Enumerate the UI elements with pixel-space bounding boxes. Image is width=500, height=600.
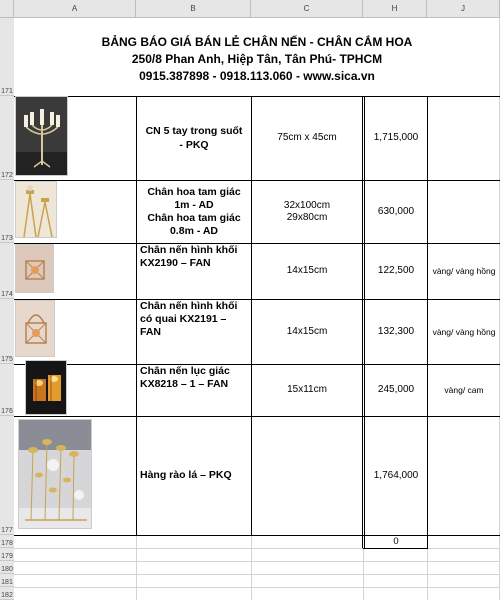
product-name-line: CN 5 tay trong suốt	[145, 125, 243, 138]
column-header-h[interactable]: H	[363, 0, 427, 18]
sheet-title[interactable]: BẢNG BÁO GIÁ BÁN LẺ CHÂN NẾN - CHÂN CẮM HOA	[101, 35, 413, 49]
product-name-line: Chân nến hình khối	[140, 244, 238, 256]
product-size-cell[interactable]	[252, 181, 362, 243]
product-name-line: Chân hoa tam giác	[147, 212, 241, 224]
product-name-cell[interactable]	[137, 417, 251, 535]
table-border	[363, 548, 428, 549]
product-price-cell[interactable]: 1,764,000	[373, 469, 419, 481]
product-name-line: 0.8m - AD	[169, 225, 219, 238]
product-note-cell[interactable]: vàng/ vàng hồng	[432, 266, 496, 277]
row-number[interactable]: 175	[0, 299, 14, 364]
row-number[interactable]: 178	[0, 535, 14, 548]
product-image-cube-candle-holder[interactable]	[15, 244, 54, 293]
row-number[interactable]: 181	[0, 574, 14, 587]
column-header-j[interactable]: J	[427, 0, 500, 18]
row-number[interactable]: 171	[0, 18, 14, 96]
row-number[interactable]: 177	[0, 416, 14, 535]
product-note-cell[interactable]: vàng/ cam	[444, 385, 484, 396]
row-number[interactable]: 172	[0, 96, 14, 180]
product-size: 14x15cm	[286, 325, 328, 337]
row-number[interactable]: 182	[0, 587, 14, 600]
product-name-line: Chân nến lục giác	[140, 365, 230, 377]
product-size-cell[interactable]	[252, 417, 362, 535]
row-number[interactable]: 180	[0, 561, 14, 574]
product-name-line: Chân hoa tam giác	[147, 185, 241, 198]
product-size: 32x100cm	[283, 199, 331, 211]
product-note-cell[interactable]	[428, 181, 500, 243]
gridline	[427, 548, 428, 600]
row-number[interactable]: 173	[0, 180, 14, 243]
product-name-line: Hàng rào lá – PKQ	[140, 469, 232, 482]
row-number[interactable]: 179	[0, 548, 14, 561]
sheet-address[interactable]: 250/8 Phan Anh, Hiệp Tân, Tân Phú- TPHCM	[131, 52, 383, 66]
product-image-hexagon-candle-holder[interactable]	[25, 360, 67, 415]
product-price-cell[interactable]: 1,715,000	[373, 132, 419, 144]
product-size: 29x80cm	[286, 212, 328, 223]
corner-select-all[interactable]	[0, 0, 14, 18]
product-note-cell[interactable]	[428, 97, 500, 180]
product-image-triangle-stand[interactable]	[15, 181, 57, 238]
product-size-cell[interactable]	[252, 97, 362, 180]
product-size-cell[interactable]	[252, 244, 362, 299]
product-size-cell[interactable]	[252, 300, 362, 364]
product-name-line: KX8218 – 1 – FAN	[140, 378, 229, 391]
product-name-line: 1m - AD	[174, 198, 214, 211]
product-name-line: - PKQ	[179, 138, 209, 151]
column-header-a[interactable]: A	[14, 0, 136, 18]
product-name-cell[interactable]	[137, 300, 251, 364]
product-image-leaf-fence[interactable]	[18, 419, 92, 529]
product-image-candelabra[interactable]	[15, 96, 68, 176]
gridline	[363, 548, 364, 600]
product-size: 75cm x 45cm	[277, 132, 337, 144]
product-name-cell[interactable]	[137, 244, 251, 299]
product-image-cube-holder-with-handle[interactable]	[15, 300, 55, 357]
product-name-cell[interactable]	[137, 97, 251, 180]
row-number[interactable]: 174	[0, 243, 14, 299]
product-name-cell[interactable]	[137, 365, 251, 416]
product-name-line: Chân nến hình khối	[140, 300, 238, 312]
product-price-cell[interactable]: 122,500	[377, 265, 415, 277]
product-price-cell[interactable]: 132,300	[377, 325, 415, 337]
gridline	[136, 535, 137, 600]
product-size: 15x11cm	[287, 384, 327, 396]
total-cell[interactable]: 0	[393, 536, 399, 548]
product-note-cell[interactable]: vàng/ vàng hồng	[432, 326, 496, 337]
product-name-line: có quai KX2191 –	[140, 313, 227, 326]
product-name-line: KX2190 – FAN	[140, 257, 211, 270]
product-note-cell[interactable]	[428, 417, 500, 535]
gridline	[251, 535, 252, 600]
column-header-b[interactable]: B	[136, 0, 251, 18]
product-price-cell[interactable]: 245,000	[377, 384, 415, 396]
product-size-cell[interactable]	[252, 365, 362, 416]
table-border	[362, 96, 363, 548]
column-header-c[interactable]: C	[251, 0, 363, 18]
product-name-line: FAN	[140, 326, 161, 339]
product-name-cell[interactable]	[137, 181, 251, 243]
product-size: 14x15cm	[286, 265, 328, 277]
row-number[interactable]: 176	[0, 364, 14, 416]
sheet-contact[interactable]: 0915.387898 - 0918.113.060 - www.sica.vn	[139, 69, 375, 83]
product-price-cell[interactable]: 630,000	[377, 205, 415, 217]
